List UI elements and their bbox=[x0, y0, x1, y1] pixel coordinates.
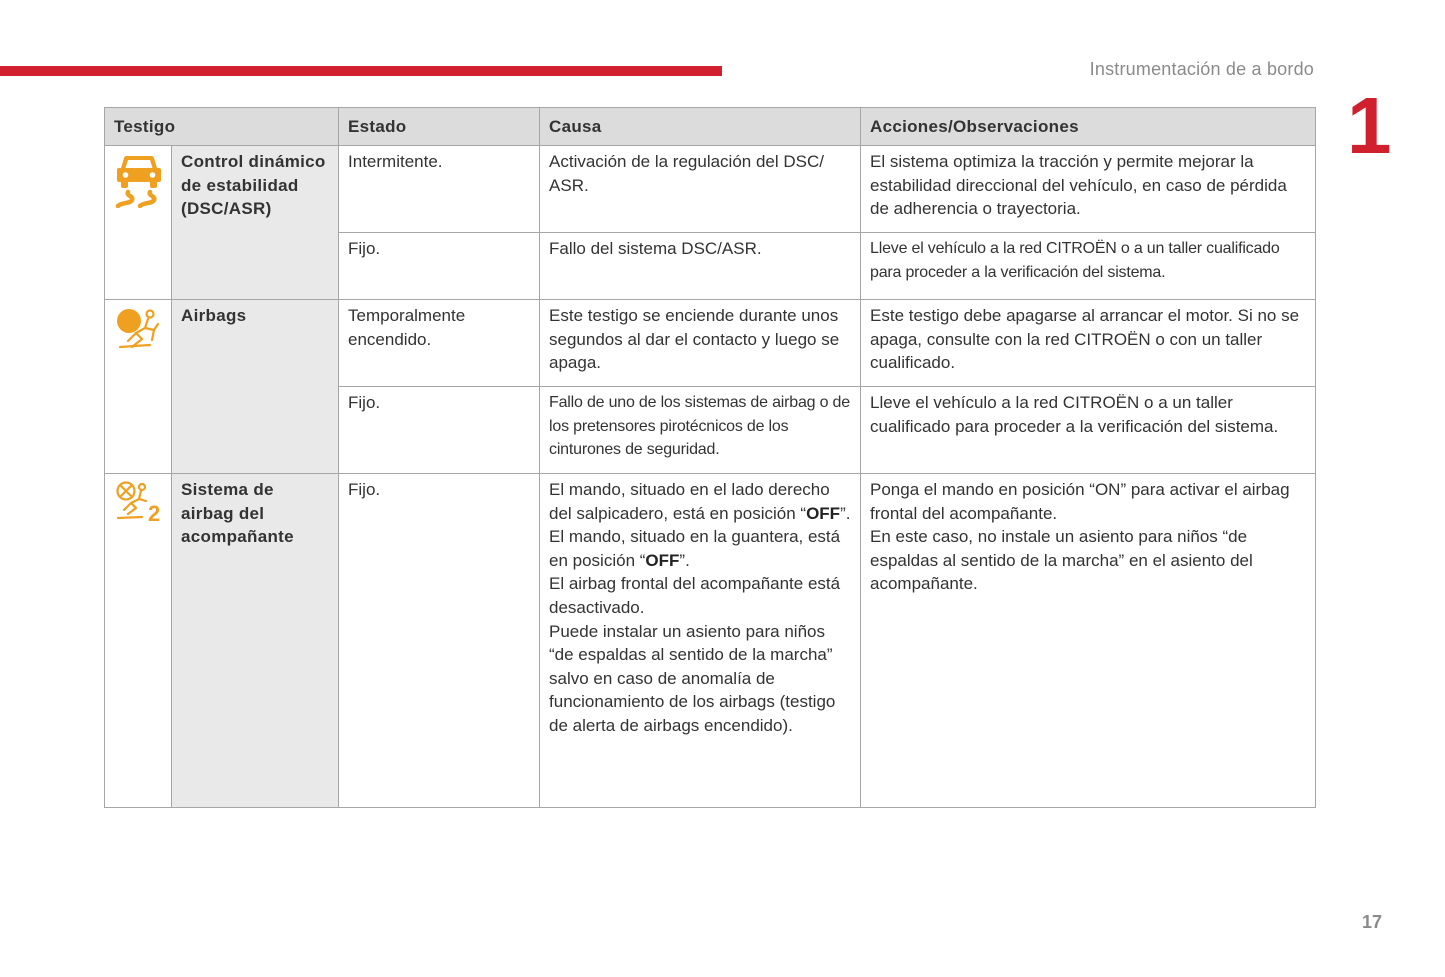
passenger-causa-p2 bbox=[549, 525, 852, 572]
airbag-icon-cell bbox=[105, 300, 172, 474]
passenger-acciones-p2: En este caso, no instale un asiento para niños “de espaldas al sentido de la marcha” en el asiento del acompañante. bbox=[870, 527, 1253, 594]
header-estado: Estado bbox=[339, 108, 540, 146]
header-acciones: Acciones/Observaciones bbox=[861, 108, 1316, 146]
dsc-name: Control dinámico de estabilidad (DSC/ASR) bbox=[172, 146, 339, 300]
dsc-icon-cell bbox=[105, 146, 172, 300]
airbag-icon bbox=[114, 306, 162, 350]
airbags-acciones-1: Este testigo debe apagarse al arrancar el motor. Si no se apaga, consulte con la red CITROËN o con un taller cualificado. bbox=[861, 300, 1316, 387]
dsc-acciones-1: El sistema optimiza la tracción y permite mejorar la estabilidad direccional del vehículo, en caso de pérdida de adherencia o trayectoria. bbox=[861, 146, 1316, 233]
page-number: 17 bbox=[1362, 912, 1383, 932]
dsc-acciones-2: Lleve el vehículo a la red CITROËN o a un taller cualificado para proceder a la verificación del sistema. bbox=[861, 233, 1316, 300]
chapter-number: 1 bbox=[1347, 81, 1392, 170]
passenger-airbag-off-icon bbox=[114, 480, 164, 524]
passenger-causa bbox=[540, 474, 861, 808]
table-header-row bbox=[105, 108, 1316, 146]
passenger-acciones-p1: Ponga el mando en posición “ON” para activar el airbag frontal del acompañante. bbox=[870, 480, 1290, 523]
dsc-skid-icon bbox=[114, 152, 164, 208]
passenger-causa-p4: Puede instalar un asiento para niños “de espaldas al sentido de la marcha” salvo en caso de anomalía de funcionamiento de los airbags (testigo de alerta de airbags encendido). bbox=[549, 621, 836, 735]
passenger-estado: Fijo. bbox=[339, 474, 540, 808]
dsc-estado-2: Fijo. bbox=[339, 233, 540, 300]
airbags-causa-2: Fallo de uno de los sistemas de airbag o de los pretensores pirotécnicos de los cinturones de seguridad. bbox=[540, 387, 861, 474]
header-accent-bar bbox=[0, 66, 722, 76]
causa-p1-end: ”. bbox=[840, 503, 851, 523]
causa-p1-off: OFF bbox=[806, 503, 841, 523]
airbags-causa-1: Este testigo se enciende durante unos segundos al dar el contacto y luego se apaga. bbox=[540, 300, 861, 387]
causa-p2-off: OFF bbox=[645, 550, 680, 570]
warning-lights-table bbox=[104, 107, 1316, 808]
header-causa: Causa bbox=[540, 108, 861, 146]
airbags-acciones-2: Lleve el vehículo a la red CITROËN o a un taller cualificado para proceder a la verificación del sistema. bbox=[861, 387, 1316, 474]
table-row bbox=[105, 146, 1316, 233]
causa-p1-text: El mando, situado en el lado derecho del salpicadero, está en posición “ bbox=[549, 480, 830, 523]
passenger-causa-p3: El airbag frontal del acompañante está desactivado. bbox=[549, 574, 841, 617]
header-testigo: Testigo bbox=[105, 108, 339, 146]
airbags-estado-1: Temporalmente encendido. bbox=[339, 300, 540, 387]
passenger-name: Sistema de airbag del acompañante bbox=[172, 474, 339, 808]
svg-text:2: 2 bbox=[148, 501, 161, 524]
dsc-estado-1: Intermitente. bbox=[339, 146, 540, 233]
table-row bbox=[105, 474, 1316, 808]
airbags-name: Airbags bbox=[172, 300, 339, 474]
airbags-estado-2: Fijo. bbox=[339, 387, 540, 474]
table-row bbox=[105, 300, 1316, 387]
dsc-causa-2: Fallo del sistema DSC/ASR. bbox=[540, 233, 861, 300]
passenger-icon-cell bbox=[105, 474, 172, 808]
passenger-causa-p1 bbox=[549, 478, 852, 525]
passenger-acciones bbox=[861, 474, 1316, 808]
causa-p2-end: ”. bbox=[679, 550, 690, 570]
section-title: Instrumentación de a bordo bbox=[1089, 59, 1314, 79]
dsc-causa-1: Activación de la regulación del DSC/ ASR. bbox=[540, 146, 861, 233]
causa-p2-text: El mando, situado en la guantera, está en posición “ bbox=[549, 527, 841, 570]
